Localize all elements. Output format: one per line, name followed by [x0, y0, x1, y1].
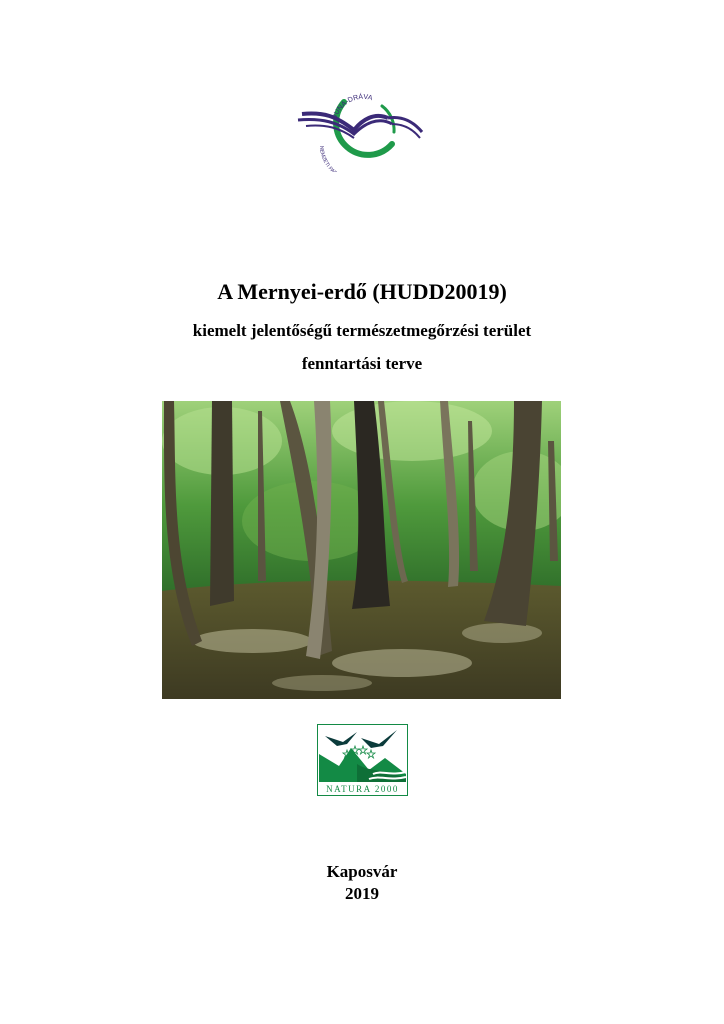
forest-photo: [162, 401, 561, 699]
logo-text-bottom: NEMZETI PA: [317, 145, 336, 172]
logo-text-top: DUNA-DRÁVA: [331, 93, 374, 121]
natura-logo-text: NATURA 2000: [326, 784, 399, 794]
document-title: A Mernyei-erdő (HUDD20019): [217, 279, 507, 304]
svg-text:DUNA-DRÁVA: [331, 92, 373, 121]
publication-city: Kaposvár: [326, 862, 398, 881]
natura-2000-logo: [317, 724, 408, 796]
duna-drava-logo: [296, 86, 430, 172]
document-subtitle-line2: fenntartási terve: [301, 354, 423, 373]
document-subtitle-line1: kiemelt jelentőségű természetmegőrzési terület: [192, 321, 532, 340]
publication-year: 2019: [345, 884, 379, 903]
